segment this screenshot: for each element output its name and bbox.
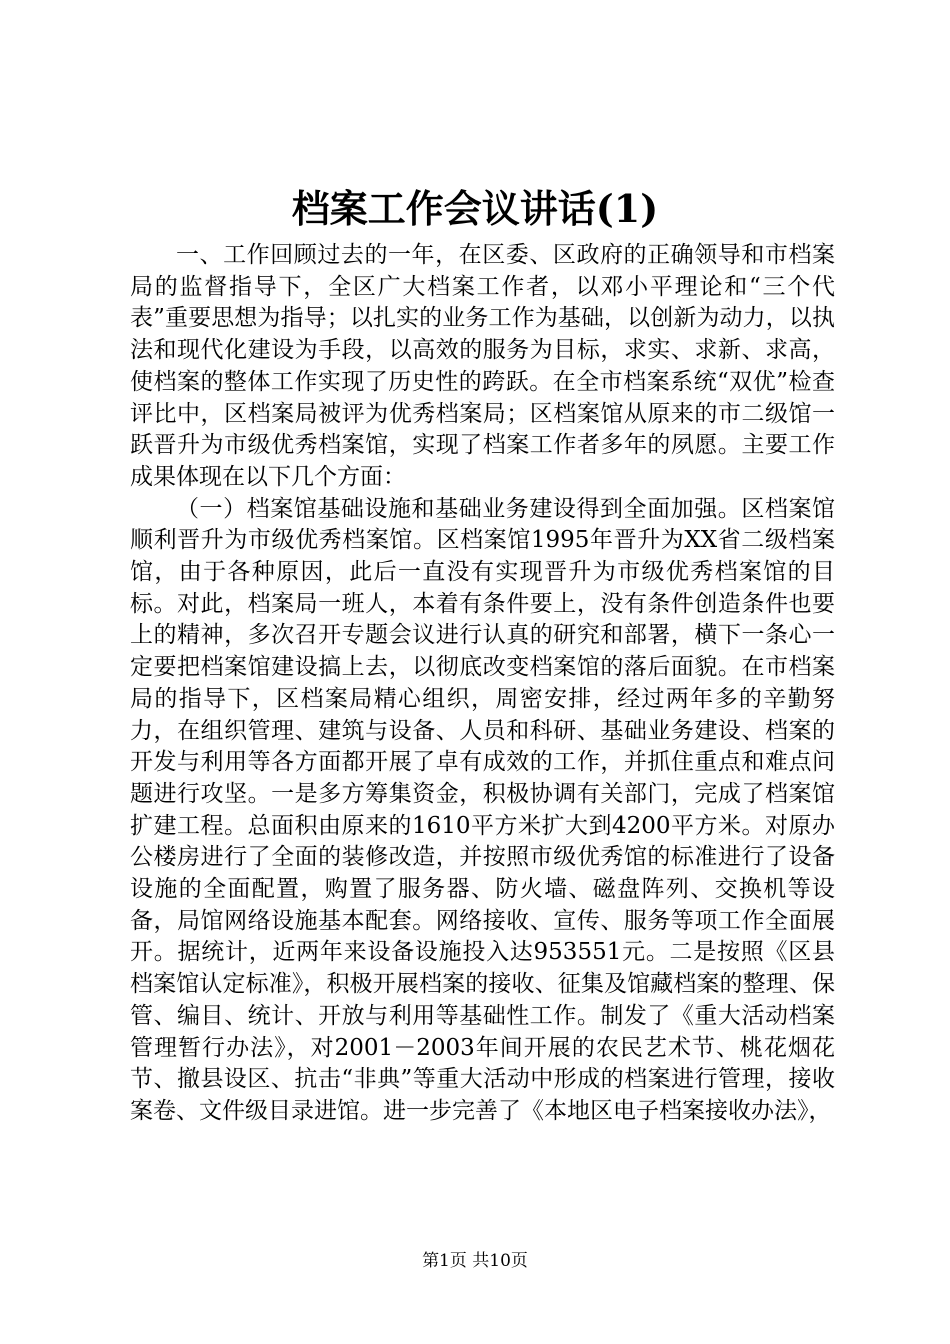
page-number: 第1页 共10页 (422, 1251, 528, 1271)
document-body (130, 240, 835, 1128)
paragraph-2: （一）档案馆基础设施和基础业务建设得到全面加强。区档案馆顺利晋升为市级优秀档案馆。区档案馆1995年晋升为XX省二级档案馆，由于各种原因，此后一直没有实现晋升为市级优秀档案馆的目标。对此，档案局一班人，本着有条件要上，没有条件创造条件也要上的精神，多次召开专题会议进行认真的研究和部署，横下一条心一定要把档案馆建设搞上去，以彻底改变档案馆的落后面貌。在市档案局的指导下，区档案局精心组织，周密安排，经过两年多的辛勤努力，在组织管理、建筑与设备、人员和科研、基础业务建设、档案的开发与利用等各方面都开展了卓有成效的工作，并抓住重点和难点问题进行攻坚。一是多方筹集资金，积极协调有关部门，完成了档案馆扩建工程。总面积由原来的1610平方米扩大到4200平方米。对原办公楼房进行了全面的装修改造，并按照市级优秀馆的标准进行了设备设施的全面配置，购置了服务器、防火墙、磁盘阵列、交换机等设备，局馆网络设施基本配套。网络接收、宣传、服务等项工作全面展开。据统计，近两年来设备设施投入达953551元。二是按照《区县档案馆认定标准》，积极开展档案的接收、征集及馆藏档案的整理、保管、编目、统计、开放与利用等基础性工作。制发了《重大活动档案管理暂行办法》，对2001－2003年间开展的农民艺术节、桃花烟花节、撤县设区、抗击“非典”等重大活动中形成的档案进行管理，接收案卷、文件级目录进馆。进一步完善了《本地区电子档案接收办法》， (130, 495, 835, 1124)
document-title: 档案工作会议讲话(1) (291, 186, 659, 231)
paragraph-1: 一、工作回顾过去的一年，在区委、区政府的正确领导和市档案局的监督指导下，全区广大档案工作者，以邓小平理论和“三个代表”重要思想为指导；以扎实的业务工作为基础，以创新为动力，以执法和现代化建设为手段，以高效的服务为目标，求实、求新、求高，使档案的整体工作实现了历史性的跨跃。在全市档案系统“双优”检查评比中，区档案局被评为优秀档案局；区档案馆从原来的市二级馆一跃晋升为市级优秀档案馆，实现了档案工作者多年的夙愿。主要工作成果体现在以下几个方面： (130, 242, 835, 490)
